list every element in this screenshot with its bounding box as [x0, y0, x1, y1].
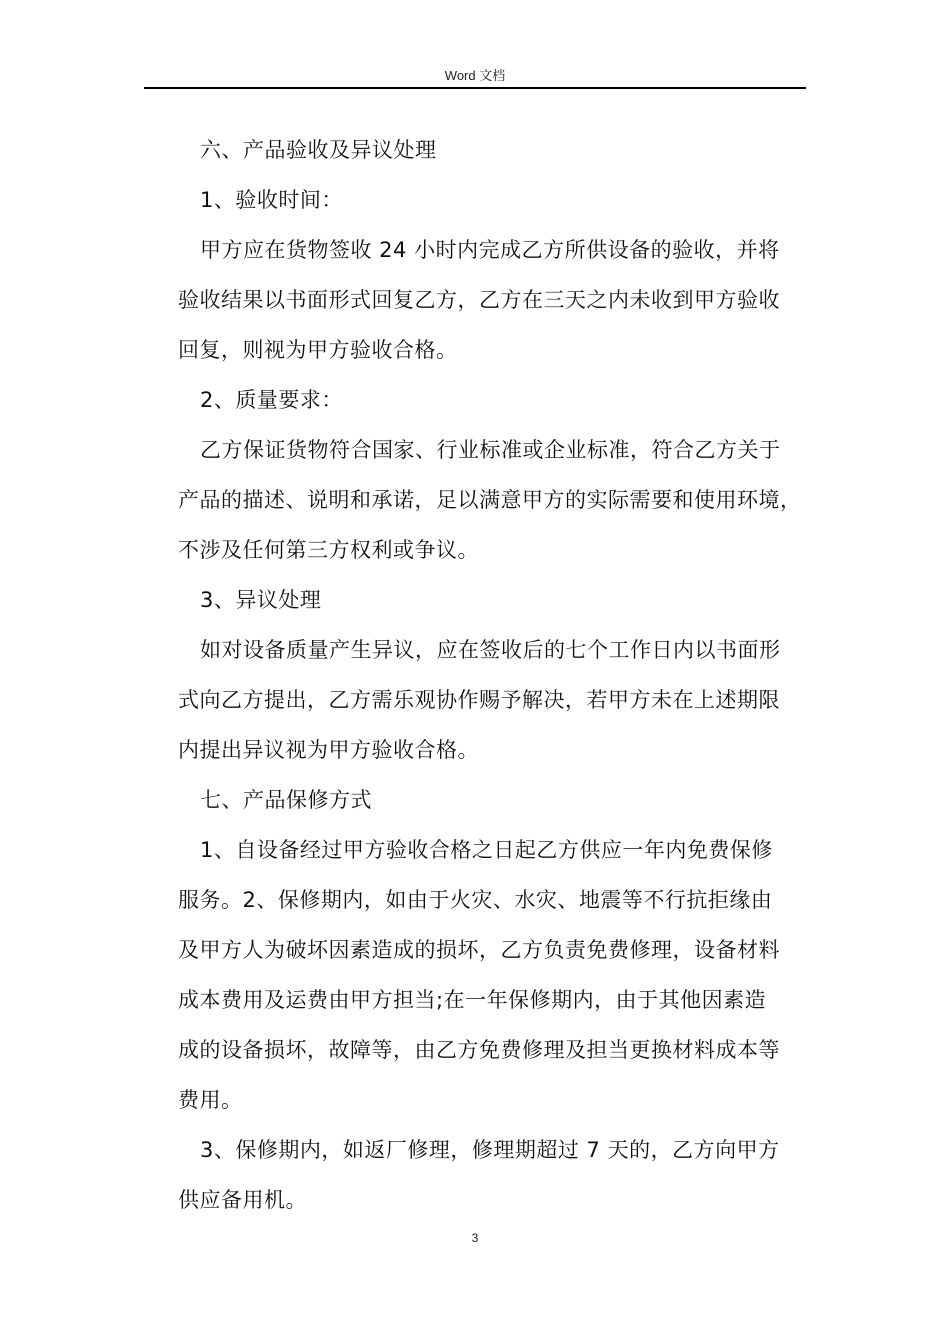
- subsection-heading: 3、异议处理: [200, 588, 322, 612]
- paragraph-line: 乙方保证货物符合国家、行业标准或企业标准，符合乙方关于: [200, 438, 781, 462]
- page-number: 3: [471, 1231, 479, 1245]
- paragraph-line: 不涉及任何第三方权利或争议。: [178, 538, 479, 562]
- paragraph-line: 甲方应在货物签收 24 小时内完成乙方所供设备的验收，并将: [200, 238, 780, 262]
- paragraph-line: 内提出异议视为甲方验收合格。: [178, 738, 479, 762]
- paragraph-line: 供应备用机。: [178, 1188, 307, 1212]
- paragraph-line: 回复，则视为甲方验收合格。: [178, 338, 458, 362]
- subsection-heading: 2、质量要求：: [200, 388, 343, 412]
- paragraph-line: 成的设备损坏，故障等，由乙方免费修理及担当更换材料成本等: [178, 1038, 780, 1062]
- subsection-heading: 1、验收时间：: [200, 188, 343, 212]
- paragraph-line: 及甲方人为破坏因素造成的损坏，乙方负责免费修理，设备材料: [178, 938, 780, 962]
- paragraph-line: 验收结果以书面形式回复乙方，乙方在三天之内未收到甲方验收: [178, 288, 780, 312]
- paragraph-line: 费用。: [178, 1088, 243, 1112]
- paragraph-line: 成本费用及运费由甲方担当;在一年保修期内，由于其他因素造: [178, 988, 767, 1012]
- document-body: [178, 133, 818, 1233]
- paragraph-line: 产品的描述、说明和承诺，足以满意甲方的实际需要和使用环境，: [178, 488, 802, 512]
- paragraph-line: 3、保修期内，如返厂修理，修理期超过 7 天的，乙方向甲方: [200, 1138, 780, 1162]
- section-heading: 七、产品保修方式: [200, 788, 372, 812]
- page-header: Word 文档: [444, 68, 506, 83]
- paragraph-line: 式向乙方提出，乙方需乐观协作赐予解决，若甲方未在上述期限: [178, 688, 780, 712]
- paragraph-line: 1、自设备经过甲方验收合格之日起乙方供应一年内免费保修: [200, 838, 773, 862]
- paragraph-line: 服务。2、保修期内，如由于火灾、水灾、地震等不行抗拒缘由: [178, 888, 773, 912]
- header-divider: [144, 87, 806, 89]
- section-heading: 六、产品验收及异议处理: [200, 138, 437, 162]
- paragraph-line: 如对设备质量产生异议，应在签收后的七个工作日内以书面形: [200, 638, 781, 662]
